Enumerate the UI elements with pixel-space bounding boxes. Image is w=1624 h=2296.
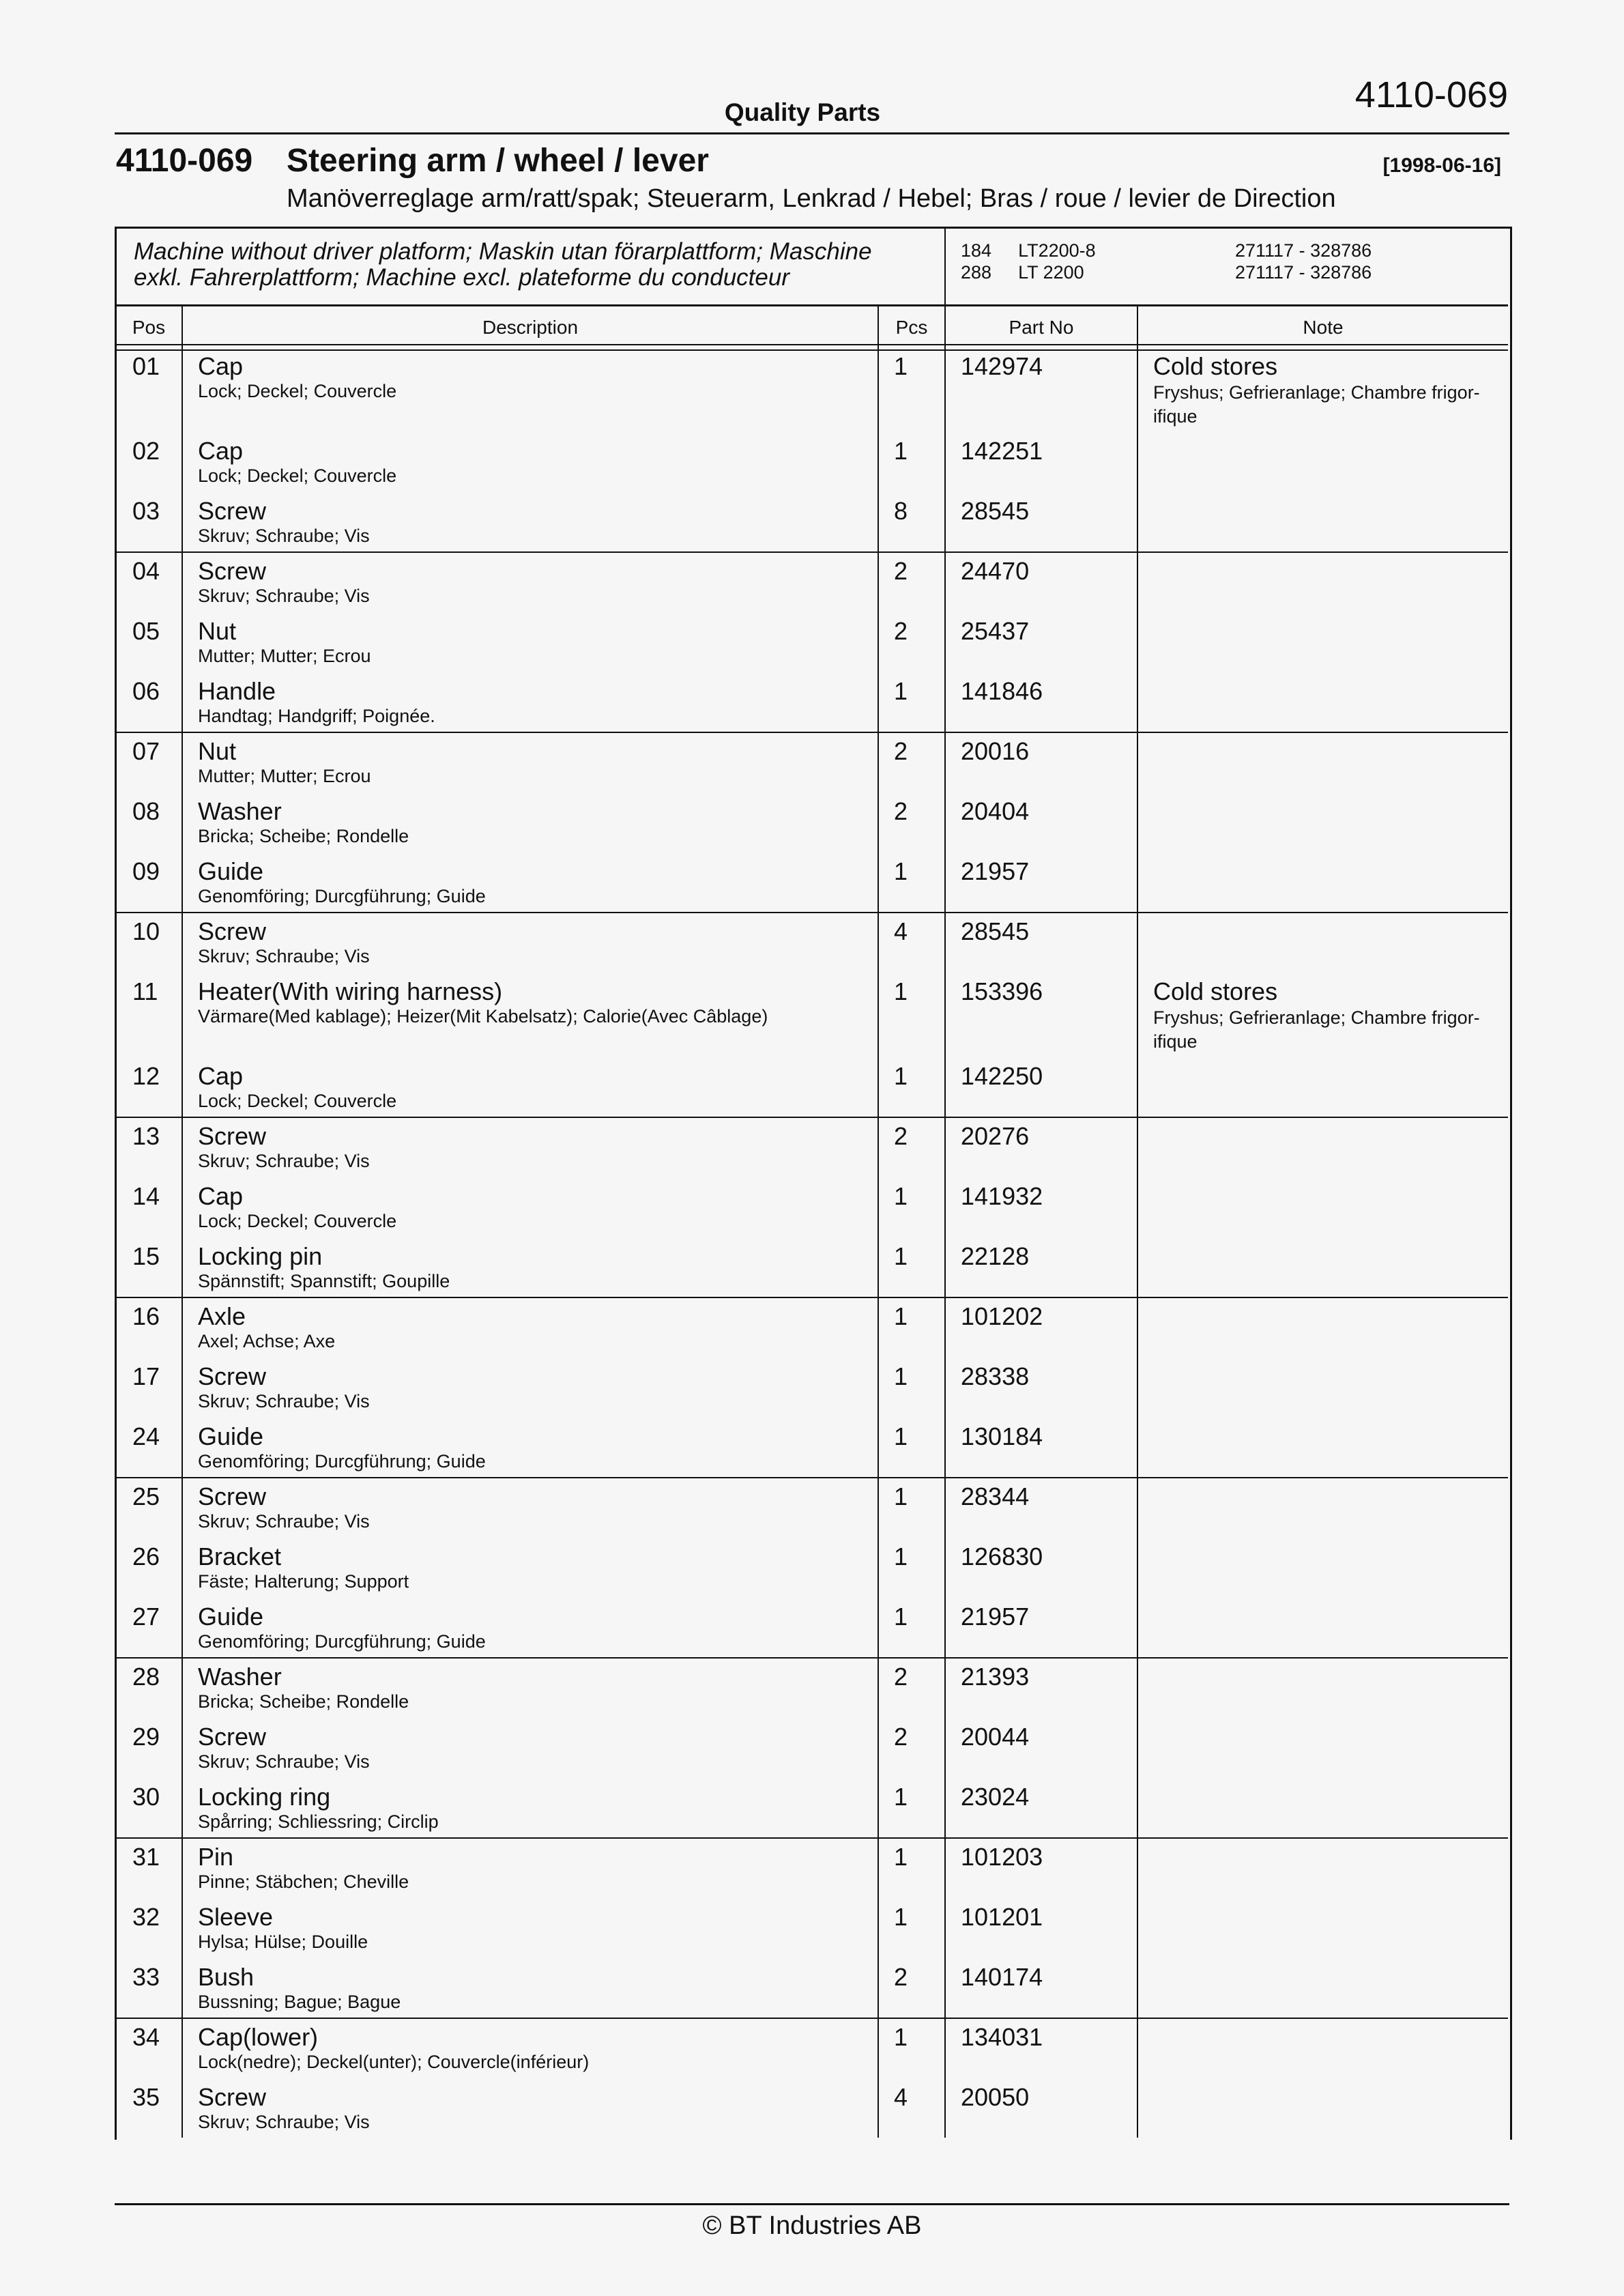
row-pos: 06 xyxy=(132,677,160,705)
row-pos: 09 xyxy=(132,857,160,885)
row-pos: 26 xyxy=(132,1542,160,1570)
row-name: Guide xyxy=(198,1603,264,1631)
row-part-number: 20016 xyxy=(961,737,1030,765)
row-part-number: 20276 xyxy=(961,1122,1030,1150)
row-translation: Lock(nedre); Deckel(unter); Couvercle(inférieur) xyxy=(198,2052,590,2072)
row-translation: Genomföring; Durcgführung; Guide xyxy=(198,886,486,906)
row-note-detail: Fryshus; Gefrieranlage; Chambre frigor-ifique xyxy=(1153,1007,1480,1052)
model-number: 288 xyxy=(961,262,992,283)
row-pcs: 2 xyxy=(894,797,908,825)
row-part-number: 20044 xyxy=(961,1723,1030,1751)
model-number: 184 xyxy=(961,240,992,261)
row-part-number: 28338 xyxy=(961,1362,1030,1390)
row-note-detail: Fryshus; Gefrieranlage; Chambre frigor-ifique xyxy=(1153,382,1480,427)
row-pcs: 1 xyxy=(894,977,908,1005)
row-name: Screw xyxy=(198,917,267,945)
row-translation: Mutter; Mutter; Ecrou xyxy=(198,766,371,786)
row-pos: 34 xyxy=(132,2023,160,2051)
model-name: LT 2200 xyxy=(1018,262,1084,283)
row-name: Cap xyxy=(198,1062,244,1090)
row-pos: 05 xyxy=(132,617,160,645)
row-part-number: 22128 xyxy=(961,1242,1030,1270)
row-translation: Lock; Deckel; Couvercle xyxy=(198,465,397,486)
row-pos: 14 xyxy=(132,1182,160,1210)
document-date: [1998-06-16] xyxy=(1382,154,1501,177)
row-name: Bracket xyxy=(198,1542,282,1570)
row-pcs: 1 xyxy=(894,1603,908,1631)
row-part-number: 142250 xyxy=(961,1062,1043,1090)
row-part-number: 21957 xyxy=(961,857,1030,885)
row-part-number: 20050 xyxy=(961,2083,1030,2111)
row-translation: Lock; Deckel; Couvercle xyxy=(198,1091,397,1111)
row-translation: Skruv; Schraube; Vis xyxy=(198,1151,370,1171)
row-pcs: 2 xyxy=(894,737,908,765)
row-pcs: 2 xyxy=(894,1963,908,1991)
column-header-pcs: Pcs xyxy=(895,317,928,338)
footer-divider xyxy=(115,2203,1509,2205)
group-divider xyxy=(116,551,1508,553)
row-translation: Skruv; Schraube; Vis xyxy=(198,526,370,546)
row-name: Screw xyxy=(198,1482,267,1510)
row-part-number: 23024 xyxy=(961,1783,1030,1811)
row-pcs: 1 xyxy=(894,1843,908,1871)
row-part-number: 153396 xyxy=(961,977,1043,1005)
row-translation: Mutter; Mutter; Ecrou xyxy=(198,646,371,666)
row-part-number: 28545 xyxy=(961,497,1030,525)
row-part-number: 140174 xyxy=(961,1963,1043,1991)
row-name: Cap(lower) xyxy=(198,2023,319,2051)
row-part-number: 21957 xyxy=(961,1603,1030,1631)
row-translation: Spännstift; Spannstift; Goupille xyxy=(198,1271,450,1291)
row-pcs: 1 xyxy=(894,352,908,380)
parts-table-frame xyxy=(115,227,1512,2140)
row-name: Screw xyxy=(198,1362,267,1390)
model-row xyxy=(961,262,1084,283)
row-translation: Genomföring; Durcgführung; Guide xyxy=(198,1631,486,1652)
group-divider xyxy=(116,1837,1508,1839)
model-name: LT2200-8 xyxy=(1018,240,1096,261)
row-translation: Bricka; Scheibe; Rondelle xyxy=(198,1691,409,1712)
row-pcs: 1 xyxy=(894,677,908,705)
row-part-number: 21393 xyxy=(961,1663,1030,1691)
row-part-number: 28344 xyxy=(961,1482,1030,1510)
machine-description: Machine without driver platform; Maskin utan förarplattform; Maschine exkl. Fahrerplattform; Machine excl. plateforme du conducteur xyxy=(134,238,872,291)
row-name: Screw xyxy=(198,557,267,585)
row-name: Washer xyxy=(198,797,282,825)
column-header-partno: Part No xyxy=(1009,317,1074,338)
row-name: Nut xyxy=(198,617,237,645)
row-name: Sleeve xyxy=(198,1903,274,1931)
row-name: Nut xyxy=(198,737,237,765)
group-divider xyxy=(116,2018,1508,2019)
row-part-number: 142251 xyxy=(961,437,1043,465)
row-name: Cap xyxy=(198,1182,244,1210)
row-translation: Lock; Deckel; Couvercle xyxy=(198,381,397,401)
column-header-description: Description xyxy=(482,317,579,338)
row-pcs: 1 xyxy=(894,437,908,465)
row-name: Locking ring xyxy=(198,1783,331,1811)
row-pos: 12 xyxy=(132,1062,160,1090)
row-name: Handle xyxy=(198,677,276,705)
row-pcs: 1 xyxy=(894,1482,908,1510)
row-part-number: 101201 xyxy=(961,1903,1043,1931)
column-divider xyxy=(878,306,879,2138)
row-name: Washer xyxy=(198,1663,282,1691)
column-header-note: Note xyxy=(1303,317,1344,338)
row-part-number: 141932 xyxy=(961,1182,1043,1210)
document-title: Steering arm / wheel / lever xyxy=(287,143,709,179)
group-divider xyxy=(116,1657,1508,1659)
row-translation: Lock; Deckel; Couvercle xyxy=(198,1211,397,1231)
row-pcs: 4 xyxy=(894,917,908,945)
row-pcs: 2 xyxy=(894,1122,908,1150)
page-number: 4110-069 xyxy=(1354,74,1508,115)
row-pos: 27 xyxy=(132,1603,160,1631)
document-code: 4110-069 xyxy=(116,143,253,179)
row-translation: Skruv; Schraube; Vis xyxy=(198,1511,370,1532)
row-pcs: 2 xyxy=(894,1723,908,1751)
row-translation: Skruv; Schraube; Vis xyxy=(198,2112,370,2132)
row-pcs: 1 xyxy=(894,1362,908,1390)
row-pcs: 1 xyxy=(894,1182,908,1210)
group-divider xyxy=(116,732,1508,733)
group-divider xyxy=(116,1297,1508,1298)
row-pcs: 2 xyxy=(894,617,908,645)
copyright-notice: © BT Industries AB xyxy=(702,2211,922,2240)
column-header-line-2 xyxy=(116,349,1508,351)
row-translation: Skruv; Schraube; Vis xyxy=(198,1751,370,1772)
row-pos: 30 xyxy=(132,1783,160,1811)
row-pcs: 1 xyxy=(894,1542,908,1570)
row-translation: Skruv; Schraube; Vis xyxy=(198,946,370,966)
row-pos: 28 xyxy=(132,1663,160,1691)
header-divider xyxy=(115,132,1509,134)
row-pcs: 1 xyxy=(894,857,908,885)
row-name: Pin xyxy=(198,1843,234,1871)
row-name: Screw xyxy=(198,1122,267,1150)
group-divider xyxy=(116,912,1508,913)
row-part-number: 28545 xyxy=(961,917,1030,945)
row-pos: 07 xyxy=(132,737,160,765)
row-name: Axle xyxy=(198,1302,246,1330)
row-pos: 16 xyxy=(132,1302,160,1330)
row-name: Screw xyxy=(198,497,267,525)
row-pcs: 1 xyxy=(894,2023,908,2051)
row-part-number: 101202 xyxy=(961,1302,1043,1330)
row-pcs: 1 xyxy=(894,1422,908,1450)
row-pcs: 2 xyxy=(894,1663,908,1691)
row-pos: 10 xyxy=(132,917,160,945)
column-divider xyxy=(944,306,946,2138)
group-divider xyxy=(116,1117,1508,1118)
row-pos: 13 xyxy=(132,1122,160,1150)
row-pos: 35 xyxy=(132,2083,160,2111)
row-pcs: 8 xyxy=(894,497,908,525)
column-divider xyxy=(182,306,183,2138)
row-part-number: 101203 xyxy=(961,1843,1043,1871)
document-subtitle: Manöverreglage arm/ratt/spak; Steuerarm, Lenkrad / Hebel; Bras / roue / levier de Direction xyxy=(287,184,1336,213)
quality-parts-label: Quality Parts xyxy=(724,98,881,126)
row-name: Cap xyxy=(198,437,244,465)
model-row xyxy=(961,240,1096,261)
row-translation: Värmare(Med kablage); Heizer(Mit Kabelsatz); Calorie(Avec Câblage) xyxy=(198,1006,768,1027)
row-pos: 11 xyxy=(132,977,158,1005)
row-name: Screw xyxy=(198,2083,267,2111)
row-pos: 32 xyxy=(132,1903,160,1931)
row-pos: 25 xyxy=(132,1482,160,1510)
column-header-line xyxy=(116,344,1508,345)
row-pcs: 1 xyxy=(894,1903,908,1931)
row-pos: 29 xyxy=(132,1723,160,1751)
row-pcs: 1 xyxy=(894,1783,908,1811)
row-translation: Skruv; Schraube; Vis xyxy=(198,1391,370,1411)
row-pcs: 1 xyxy=(894,1242,908,1270)
row-translation: Bussning; Bague; Bague xyxy=(198,1992,401,2012)
row-name: Guide xyxy=(198,1422,264,1450)
model-range: 271117 - 328786 xyxy=(1235,262,1372,283)
row-note: Cold stores xyxy=(1153,977,1278,1005)
row-pos: 01 xyxy=(132,352,160,380)
row-translation: Skruv; Schraube; Vis xyxy=(198,586,370,606)
group-divider xyxy=(116,1477,1508,1478)
row-pcs: 1 xyxy=(894,1062,908,1090)
row-name: Guide xyxy=(198,857,264,885)
row-pos: 02 xyxy=(132,437,160,465)
model-range: 271117 - 328786 xyxy=(1235,240,1372,261)
machine-divider xyxy=(944,228,946,306)
row-pos: 24 xyxy=(132,1422,160,1450)
row-name: Heater(With wiring harness) xyxy=(198,977,503,1005)
row-pos: 03 xyxy=(132,497,160,525)
row-name: Screw xyxy=(198,1723,267,1751)
row-pos: 08 xyxy=(132,797,160,825)
row-pcs: 2 xyxy=(894,557,908,585)
machine-bottom-line xyxy=(116,304,1508,306)
row-part-number: 141846 xyxy=(961,677,1043,705)
row-translation: Pinne; Stäbchen; Cheville xyxy=(198,1871,409,1892)
row-note: Cold stores xyxy=(1153,352,1278,380)
row-translation: Hylsa; Hülse; Douille xyxy=(198,1932,368,1952)
row-pos: 17 xyxy=(132,1362,160,1390)
column-divider xyxy=(1137,306,1138,2138)
row-pos: 04 xyxy=(132,557,160,585)
row-part-number: 142974 xyxy=(961,352,1043,380)
row-pos: 33 xyxy=(132,1963,160,1991)
row-part-number: 20404 xyxy=(961,797,1030,825)
row-pcs: 4 xyxy=(894,2083,908,2111)
row-part-number: 126830 xyxy=(961,1542,1043,1570)
row-pos: 15 xyxy=(132,1242,160,1270)
row-translation: Handtag; Handgriff; Poignée. xyxy=(198,706,435,726)
row-translation: Fäste; Halterung; Support xyxy=(198,1571,409,1592)
row-pcs: 1 xyxy=(894,1302,908,1330)
column-header-pos: Pos xyxy=(132,317,166,338)
row-translation: Bricka; Scheibe; Rondelle xyxy=(198,826,409,846)
row-pos: 31 xyxy=(132,1843,160,1871)
row-name: Bush xyxy=(198,1963,255,1991)
row-translation: Spårring; Schliessring; Circlip xyxy=(198,1811,439,1832)
row-translation: Axel; Achse; Axe xyxy=(198,1331,336,1351)
row-part-number: 130184 xyxy=(961,1422,1043,1450)
row-part-number: 134031 xyxy=(961,2023,1043,2051)
row-part-number: 24470 xyxy=(961,557,1030,585)
row-translation: Genomföring; Durcgführung; Guide xyxy=(198,1451,486,1472)
row-part-number: 25437 xyxy=(961,617,1030,645)
row-name: Locking pin xyxy=(198,1242,323,1270)
row-name: Cap xyxy=(198,352,244,380)
